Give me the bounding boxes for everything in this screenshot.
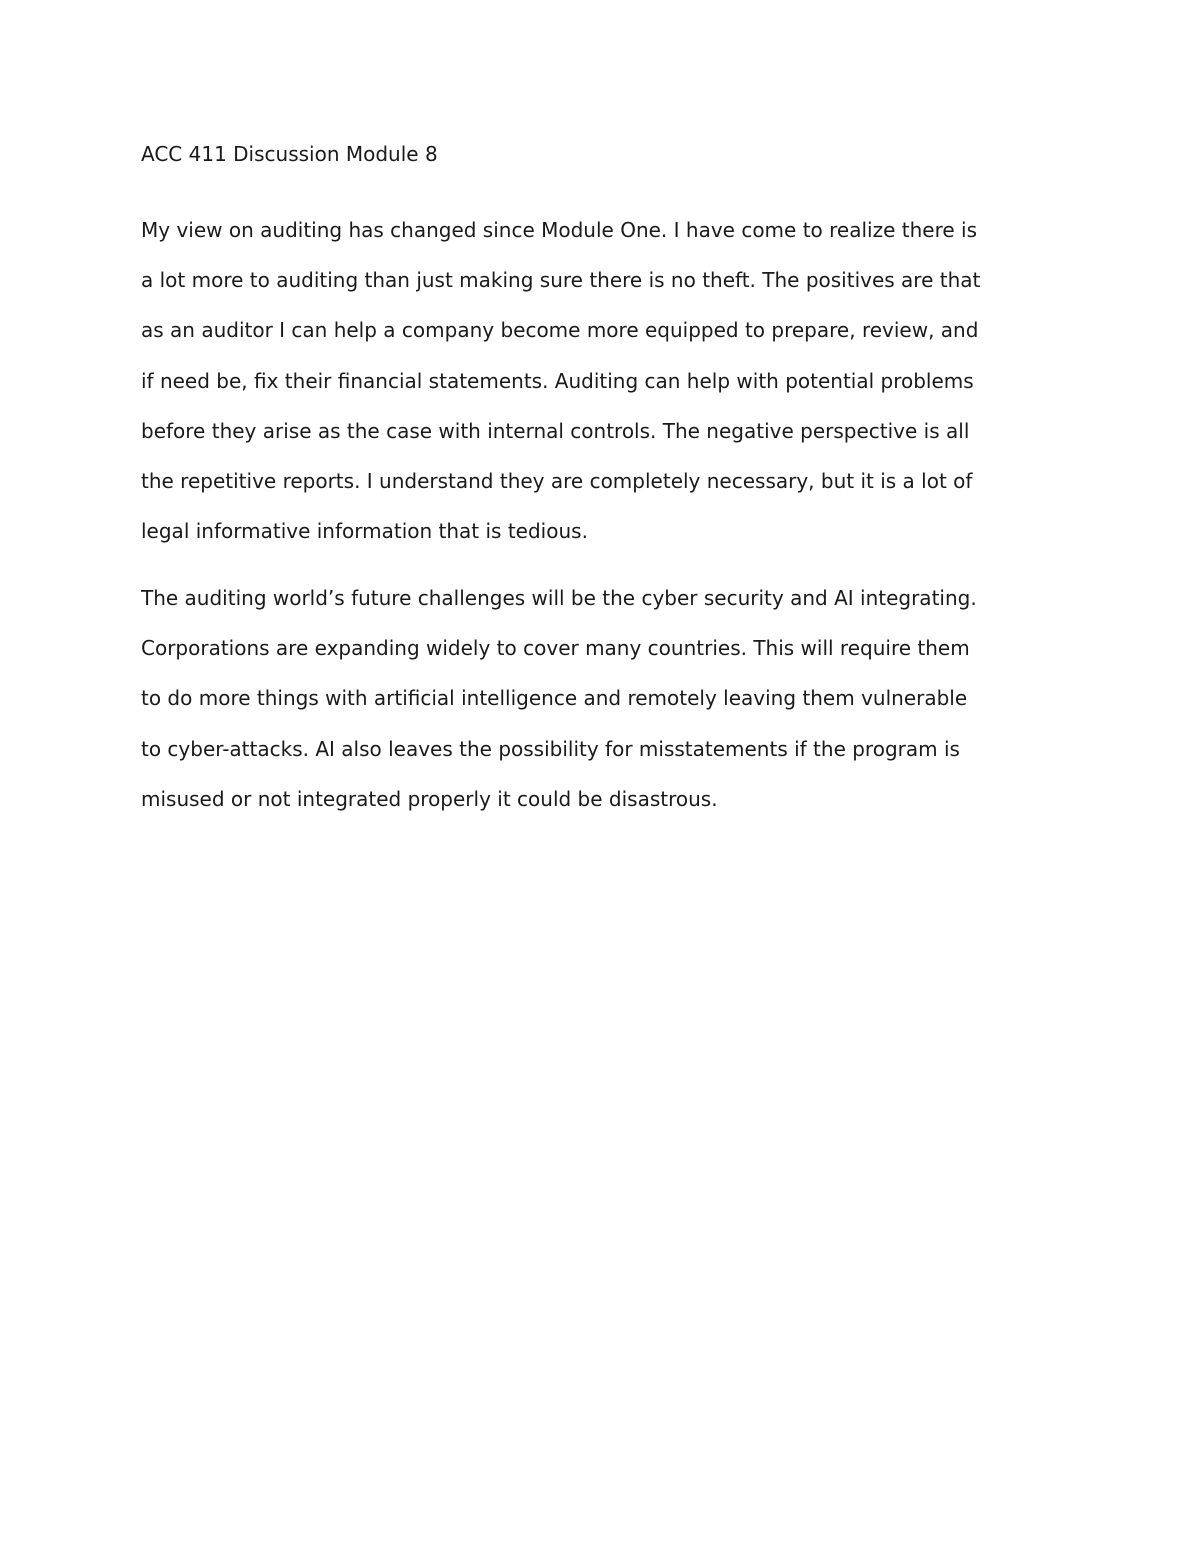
text-line: The auditing world’s future challenges will be the cyber security and AI integrating. [141,586,977,610]
text-line: a lot more to auditing than just making sure there is no theft. The positives are that [141,268,981,293]
text-line: if need be, fix their financial statements. Auditing can help with potential problems [141,368,974,393]
text-line: to do more things with artificial intelligence and remotely leaving them vulnerable [141,686,968,711]
text-line: as an auditor I can help a company become more equipped to prepare, review, and [141,318,979,343]
document-title: ACC 411 Discussion Module 8 [141,142,438,166]
text-line: the repetitive reports. I understand they are completely necessary, but it is a lot of [141,468,973,493]
text-line: before they arise as the case with internal controls. The negative perspective is all [141,418,970,443]
paragraph-future-challenges [141,573,977,824]
text-line: misused or not integrated properly it could be disastrous. [141,786,718,811]
text-line: Corporations are expanding widely to cover many countries. This will require them [141,636,970,661]
text-line: legal informative information that is tedious. [141,519,588,544]
text-line: to cyber-attacks. AI also leaves the possibility for misstatements if the program is [141,736,960,761]
paragraph-auditing-view [141,205,980,556]
text-line: My view on auditing has changed since Module One. I have come to realize there is [141,218,977,242]
